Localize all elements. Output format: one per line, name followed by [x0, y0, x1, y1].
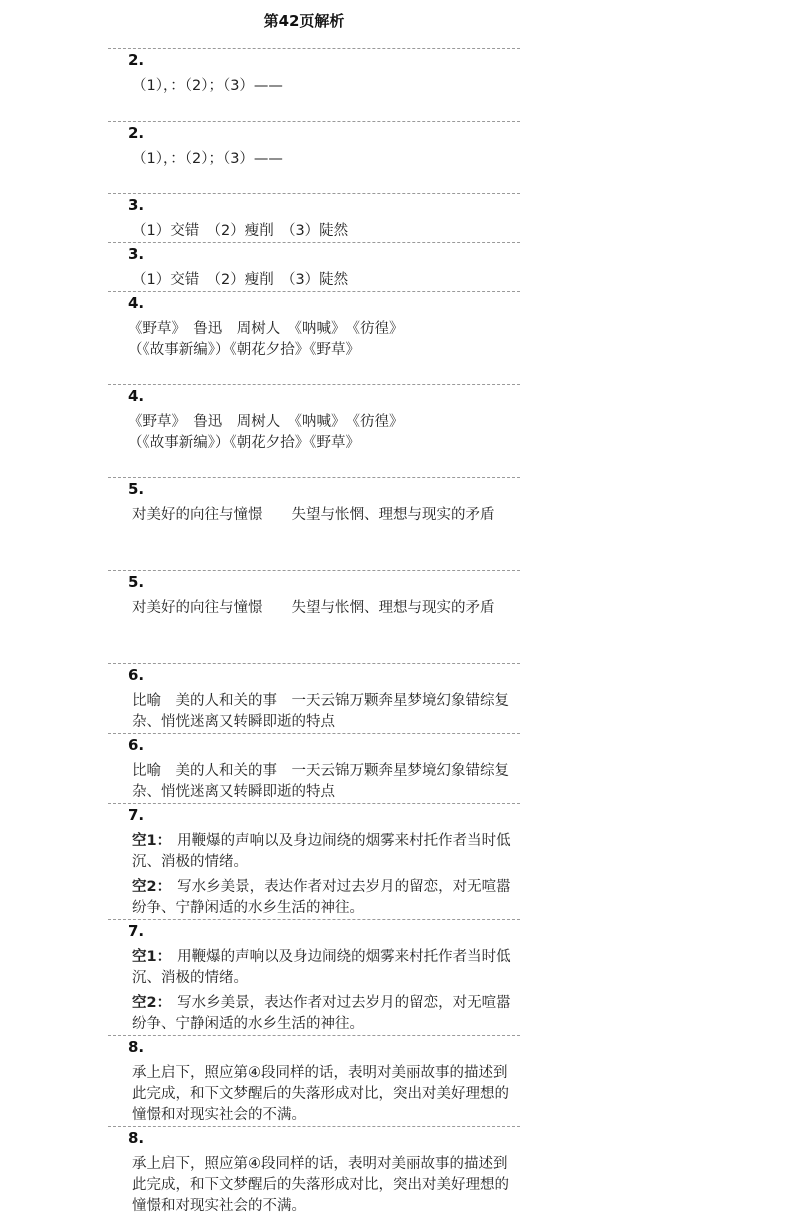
answer-text: [132, 831, 520, 919]
answer-line: （《故事新编》）《朝花夕拾》《野草》: [128, 342, 360, 358]
blank-text: 写水乡美景，表达作者对过去岁月的留恋，对无喧嚣纷争、宁静闲适的水乡生活的神往。: [132, 879, 511, 916]
blank-answer-2: [132, 877, 520, 919]
answer-block-q2-a: [108, 48, 520, 121]
blank-text: 用鞭爆的声响以及身边闹绕的烟雾来村托作者当时低沉、消极的情绪。: [132, 833, 511, 870]
answer-line: 《野草》 鲁迅 周树人 《呐喊》 《彷徨》: [128, 321, 404, 337]
answer-line: （1）交错 （2）瘦削 （3）陡然: [132, 223, 349, 239]
answer-block-q2-b: [108, 121, 520, 193]
blank-answer-1: [132, 947, 520, 989]
answer-block-q6-a: [108, 663, 520, 733]
question-number: 8.: [128, 1129, 145, 1147]
question-number: 7.: [128, 806, 145, 824]
question-number: 3.: [128, 245, 145, 263]
answer-text: [132, 221, 520, 242]
answer-text: [132, 691, 520, 733]
question-number: 6.: [128, 736, 145, 754]
answer-text: [132, 76, 520, 97]
answer-block-q7-a: [108, 803, 520, 919]
answer-text: [128, 412, 516, 454]
blank-label: 空2：: [132, 879, 172, 895]
question-number: 4.: [128, 387, 145, 405]
answer-text: [132, 149, 520, 170]
question-number: 8.: [128, 1038, 145, 1056]
question-number: 7.: [128, 922, 145, 940]
blank-label: 空2：: [132, 995, 172, 1011]
page-title: 第42页解析: [263, 12, 345, 30]
answer-line: 比喻 美的人和关的事 一天云锦万颗奔星梦境幻象错综复杂、悄恍迷离又转瞬即逝的特点: [132, 693, 509, 730]
question-number: 5.: [128, 480, 145, 498]
question-number: 3.: [128, 196, 145, 214]
blank-text: 写水乡美景，表达作者对过去岁月的留恋，对无喧嚣纷争、宁静闲适的水乡生活的神往。: [132, 995, 511, 1032]
answer-line: （《故事新编》）《朝花夕拾》《野草》: [128, 435, 360, 451]
question-number: 5.: [128, 573, 145, 591]
question-number: 2.: [128, 51, 145, 69]
answer-text: [132, 761, 520, 803]
question-number: 6.: [128, 666, 145, 684]
blank-text: 用鞭爆的声响以及身边闹绕的烟雾来村托作者当时低沉、消极的情绪。: [132, 949, 511, 986]
answer-text: [132, 947, 520, 1035]
answer-block-q8-a: [108, 1035, 520, 1126]
answer-line: （1），：（2）；（3）——: [132, 78, 283, 94]
blank-label: 空1：: [132, 949, 172, 965]
answer-line: 对美好的向往与憧憬 失望与怅惘、理想与现实的矛盾: [132, 600, 495, 616]
question-number: 4.: [128, 294, 145, 312]
answer-line: （1）交错 （2）瘦削 （3）陡然: [132, 272, 349, 288]
answer-text: [128, 319, 516, 361]
answer-block-q3-a: [108, 193, 520, 242]
blank-answer-2: [132, 993, 520, 1035]
answer-block-q3-b: [108, 242, 520, 291]
answer-line: 承上启下，照应第④段同样的话，表明对美丽故事的描述到此完成，和下文梦醒后的失落形成对比，突出对美好理想的憧憬和对现实社会的不满。: [132, 1065, 509, 1123]
answer-text: [132, 505, 508, 526]
answer-block-q4-a: [108, 291, 520, 384]
answer-block-q4-b: [108, 384, 520, 477]
blank-label: 空1：: [132, 833, 172, 849]
answer-line: 比喻 美的人和关的事 一天云锦万颗奔星梦境幻象错综复杂、悄恍迷离又转瞬即逝的特点: [132, 763, 509, 800]
answer-line: 《野草》 鲁迅 周树人 《呐喊》 《彷徨》: [128, 414, 404, 430]
answer-text: [132, 1154, 520, 1217]
answer-line: 承上启下，照应第④段同样的话，表明对美丽故事的描述到此完成，和下文梦醒后的失落形成对比，突出对美好理想的憧憬和对现实社会的不满。: [132, 1156, 509, 1214]
answer-block-q8-b: [108, 1126, 520, 1221]
answer-block-q5-b: [108, 570, 520, 663]
answer-text: [132, 1063, 520, 1126]
answer-line: （1），：（2）；（3）——: [132, 151, 283, 167]
answer-text: [132, 270, 520, 291]
question-number: 2.: [128, 124, 145, 142]
answer-block-q5-a: [108, 477, 520, 570]
blank-answer-1: [132, 831, 520, 873]
answer-block-q7-b: [108, 919, 520, 1035]
answer-block-q6-b: [108, 733, 520, 803]
answer-text: [132, 598, 508, 619]
answer-line: 对美好的向往与憧憬 失望与怅惘、理想与现实的矛盾: [132, 507, 495, 523]
